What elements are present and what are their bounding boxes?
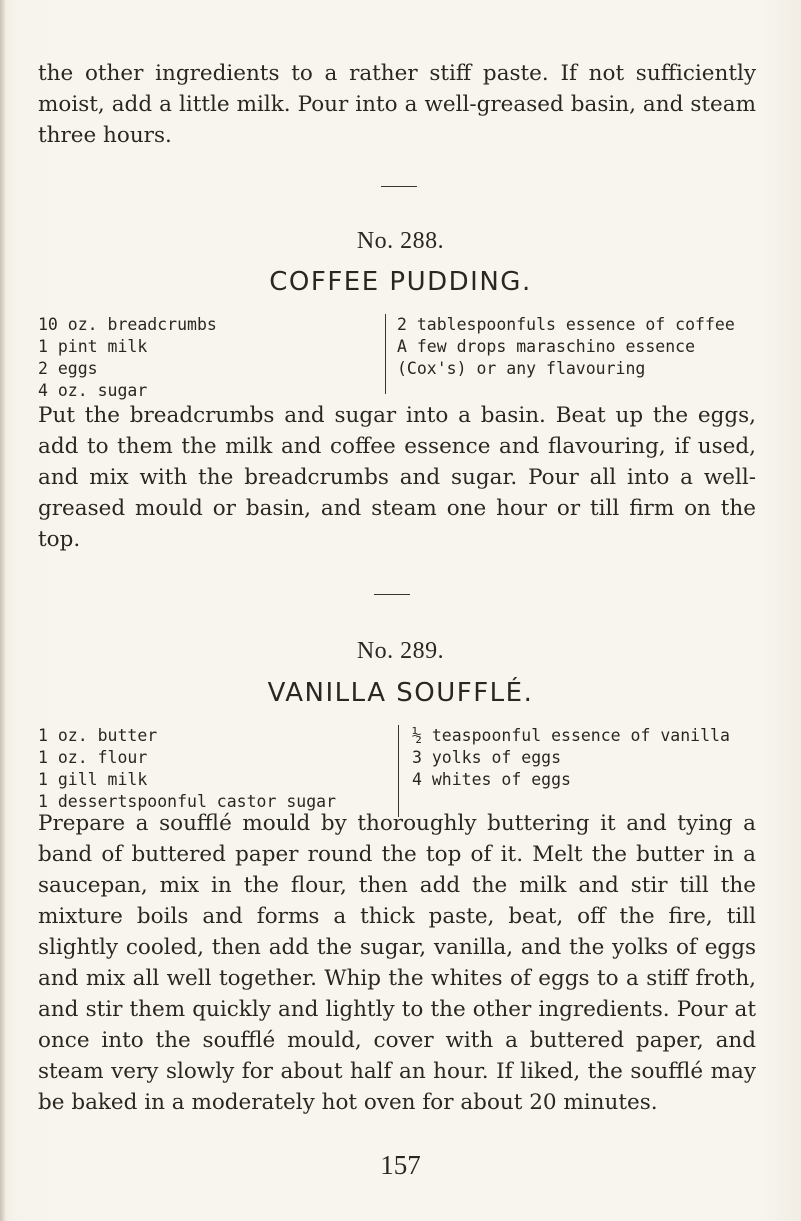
- ingredient-item: 1 oz. butter: [38, 726, 158, 745]
- recipe-289-title: VANILLA SOUFFLÉ.: [267, 678, 534, 708]
- ingredient-item: 10 oz. breadcrumbs: [38, 315, 217, 334]
- recipe-288-ingredients-left: [38, 314, 368, 402]
- section-divider-1: [381, 186, 417, 187]
- ingredient-item: 4 whites of eggs: [412, 770, 571, 789]
- ingredient-item: 3 yolks of eggs: [412, 748, 562, 767]
- ingredient-item: ½ teaspoonful essence of vanilla: [412, 726, 730, 745]
- intro-paragraph: the other ingredients to a rather stiff paste. If not sufficiently moist, add a little milk. Pour into a well-greased basin, and steam three hours.: [38, 61, 756, 148]
- recipe-288-method: Put the breadcrumbs and sugar into a basin. Beat up the eggs, add to them the milk and coffee essence and flavouring, if used, and mix with the breadcrumbs and sugar. Pour all into a well-greased mould or basin, and steam one hour or till firm on the top.: [38, 403, 756, 552]
- binding-shadow: [0, 0, 6, 1221]
- ingredient-item: A few drops maraschino essence (Cox's) or any flavouring: [397, 337, 696, 378]
- ingredient-item: 1 oz. flour: [38, 748, 148, 767]
- ingredient-item: 1 gill milk: [38, 770, 148, 789]
- recipe-288-title: COFFEE PUDDING.: [269, 267, 532, 297]
- recipe-288-ingredients-right: [397, 314, 739, 380]
- recipe-289-method: Prepare a soufflé mould by thoroughly buttering it and tying a band of buttered paper round the top of it. Melt the butter in a saucepan, mix in the flour, then add the milk and stir till the mixture boils and forms a thick paste, beat, off the fire, till slightly cooled, then add the sugar, vanilla, and the yolks of eggs and mix all well together. Whip the whites of eggs to a stiff froth, and stir them quickly and lightly to the other ingredients. Pour at once into the soufflé mould, cover with a buttered paper, and steam very slowly for about half an hour. If liked, the soufflé may be baked in a moderately hot oven for about 20 minutes.: [38, 811, 756, 1115]
- ingredients-column-divider: [398, 725, 399, 817]
- ingredient-item: 1 pint milk: [38, 337, 148, 356]
- ingredient-item: 1 dessertspoonful castor sugar: [38, 792, 337, 811]
- ingredient-item: 4 oz. sugar: [38, 381, 148, 400]
- page-number: 157: [380, 1150, 421, 1180]
- recipe-289-ingredients-left: [38, 725, 368, 813]
- recipe-288-number: No. 288.: [356, 228, 445, 254]
- section-divider-2: [374, 594, 410, 595]
- ingredients-column-divider: [385, 314, 386, 394]
- recipe-289-ingredients-right: [412, 725, 754, 791]
- ingredient-item: 2 eggs: [38, 359, 98, 378]
- ingredient-item: 2 tablespoonfuls essence of coffee: [397, 315, 735, 334]
- recipe-289-number: No. 289.: [356, 638, 445, 664]
